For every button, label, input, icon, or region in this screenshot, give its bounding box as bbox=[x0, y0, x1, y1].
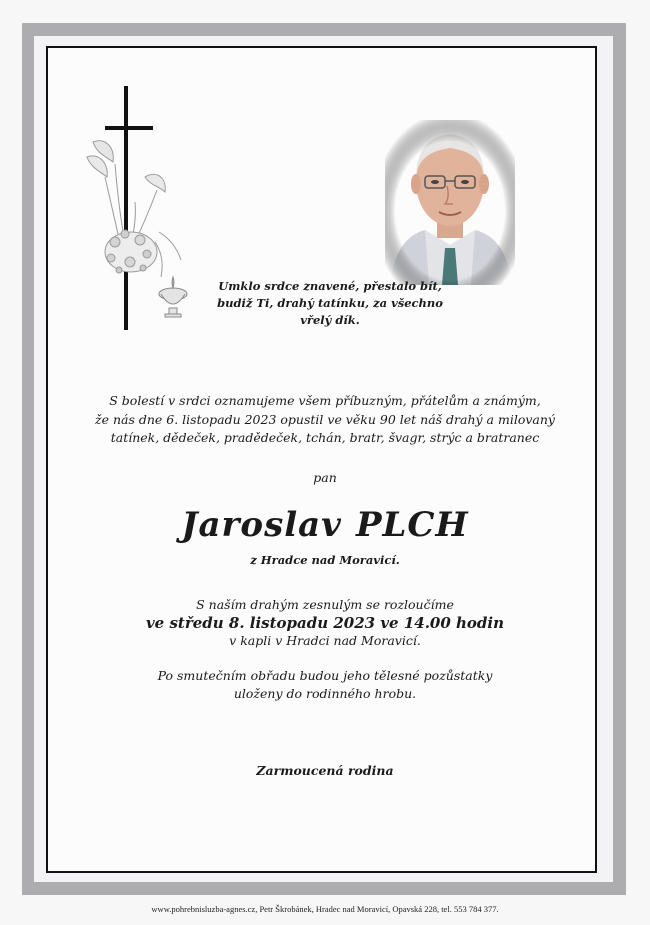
portrait-photo bbox=[385, 120, 515, 285]
oil-lamp-icon bbox=[159, 277, 187, 317]
death-announcement bbox=[0, 392, 650, 448]
farewell-line-1: S naším drahým zesnulým se rozloučíme bbox=[196, 597, 454, 612]
announcement-line-2: že nás dne 6. listopadu 2023 opustil ve věku 90 let náš drahý a milovaný bbox=[95, 411, 555, 427]
deceased-name bbox=[0, 505, 650, 545]
announcement-line-1: S bolestí v srdci oznamujeme všem příbuzným, přátelům a známým, bbox=[109, 393, 541, 408]
deceased-origin: z Hradce nad Moravicí. bbox=[250, 553, 400, 567]
lily-bouquet-icon bbox=[87, 141, 181, 277]
cross-icon bbox=[85, 82, 205, 332]
footer-contact: www.pohrebnisluzba-agnes.cz, Petr Škrobánek, Hradec nad Moravicí, Opavská 228, tel. 553 784 377. bbox=[151, 904, 499, 914]
first-name: Jaroslav bbox=[181, 505, 342, 545]
signature: Zarmoucená rodina bbox=[256, 763, 394, 778]
farewell-info bbox=[0, 596, 650, 650]
farewell-date: ve středu 8. listopadu 2023 ve 14.00 hodin bbox=[145, 614, 505, 632]
announcement-line-3: tatínek, dědeček, pradědeček, tchán, bratr, švagr, strýc a bratranec bbox=[110, 430, 540, 445]
honorific: pan bbox=[313, 470, 337, 485]
burial-line-2: uloženy do rodinného hrobu. bbox=[233, 686, 417, 701]
farewell-place: v kapli v Hradci nad Moravicí. bbox=[229, 633, 421, 648]
verse-line-1: Umklo srdce znavené, přestalo bít, bbox=[218, 279, 442, 293]
burial-line-1: Po smutečním obřadu budou jeho tělesné pozůstatky bbox=[157, 668, 493, 683]
burial-info bbox=[0, 667, 650, 703]
memorial-verse bbox=[200, 278, 460, 329]
verse-line-2: budiž Ti, drahý tatínku, za všechno vřelý dík. bbox=[217, 296, 443, 327]
last-name: PLCH bbox=[355, 505, 469, 545]
